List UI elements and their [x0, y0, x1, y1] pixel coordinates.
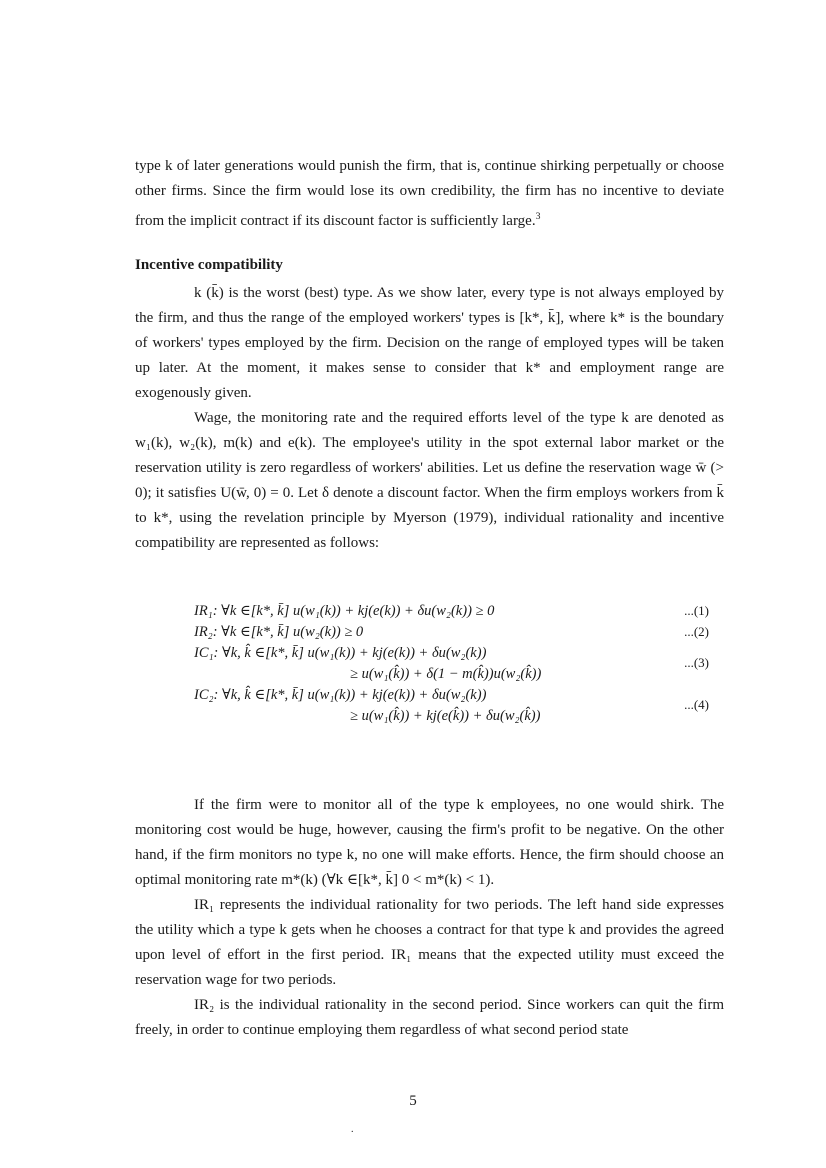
equation-ic2	[194, 687, 714, 708]
equation-ic2-continued	[194, 697, 714, 729]
equation-ic1-continued	[194, 655, 714, 687]
equation-number-3: ...(3)	[684, 655, 709, 670]
equation-ic1	[194, 645, 714, 666]
equation-ir1-expr: IR₁: ∀k ∈[k*, k̄] u(w₁(k)) + kj(e(k)) + δu(w₂(k)) ≥ 0	[194, 603, 495, 619]
paragraph-ir2: IR₂ is the individual rationality in the second period. Since workers can quit the firm freely, in order to continue employing them regardless of what second period state	[135, 997, 724, 1038]
equation-ic2-expr: IC₂: ∀k, k̂ ∈[k*, k̄] u(w₁(k)) + kj(e(k)) + δu(w₂(k))	[194, 687, 487, 703]
equation-ic1-cont-expr: ≥ u(w₁(k̂)) + δ(1 − m(k̂))u(w₂(k̂))	[350, 666, 542, 682]
equation-number-4: ...(4)	[684, 697, 709, 712]
paragraph-wage-definitions: Wage, the monitoring rate and the required efforts level of the type k are denoted as w₁(k), w₂(k), m(k) and e(k). The employee's utility in the spot external labor market or the reservation utility is zero regardless of workers' abilities. Let us define the reservation wage w̄ (> 0); it satisfies U(w̄, 0) = 0. Let δ denote a discount factor. When the firm employs workers from k̄ to k*, using the revelation principle by Myerson (1979), individual rationality and incentive compatibility are represented as follows:	[135, 410, 724, 551]
equation-ic2-cont-expr: ≥ u(w₁(k̂)) + kj(e(k̂)) + δu(w₂(k̂))	[350, 708, 541, 724]
mid-paragraph-block	[135, 281, 724, 556]
equation-number-2: ...(2)	[684, 624, 709, 639]
paragraph-ir1: IR₁ represents the individual rationality for two periods. The left hand side expresses the utility which a type k gets when he chooses a contract for that type k and provides the agreed upon level of effort in the first period. IR₁ means that the expected utility must exceed the reservation wage for two periods.	[135, 897, 724, 988]
paragraph-monitoring: If the firm were to monitor all of the type k employees, no one would shirk. The monitoring cost would be huge, however, causing the firm's profit to be negative. On the other hand, if the firm monitors no type k, no one will make efforts. Hence, the firm should choose an optimal monitoring rate m*(k) (∀k ∈[k*, k̄] 0 < m*(k) < 1).	[135, 797, 724, 888]
intro-paragraph-block	[135, 154, 724, 234]
equation-ic1-expr: IC₁: ∀k, k̂ ∈[k*, k̄] u(w₁(k)) + kj(e(k)) + δu(w₂(k))	[194, 645, 487, 661]
equation-number-1: ...(1)	[684, 603, 709, 618]
footnote-mark: 3	[535, 211, 541, 222]
intro-paragraph	[135, 154, 724, 234]
intro-paragraph-text: type k of later generations would punish the firm, that is, continue shirking perpetually or choose other firms. Since the firm would lose its own credibility, the firm has no incentive to deviate from the implicit contract if its discount factor is sufficiently large.	[135, 158, 724, 229]
bottom-paragraph-block	[135, 793, 724, 1043]
scan-speck: .	[351, 1124, 354, 1135]
equation-ir2-expr: IR₂: ∀k ∈[k*, k̄] u(w₂(k)) ≥ 0	[194, 624, 364, 640]
equation-ir2	[194, 624, 714, 645]
equation-block	[194, 603, 714, 729]
section-heading: Incentive compatibility	[135, 257, 283, 273]
page-number: 5	[409, 1093, 417, 1109]
equation-ir1	[194, 603, 714, 624]
paragraph-type-range: k (k̄) is the worst (best) type. As we show later, every type is not always employed by the firm, and thus the range of the employed workers' types is [k*, k̄], where k* is the boundary of workers' types employed by the firm. Decision on the range of employed types will be taken up later. At the moment, it makes sense to consider that k* and employment range are exogenously given.	[135, 285, 724, 401]
